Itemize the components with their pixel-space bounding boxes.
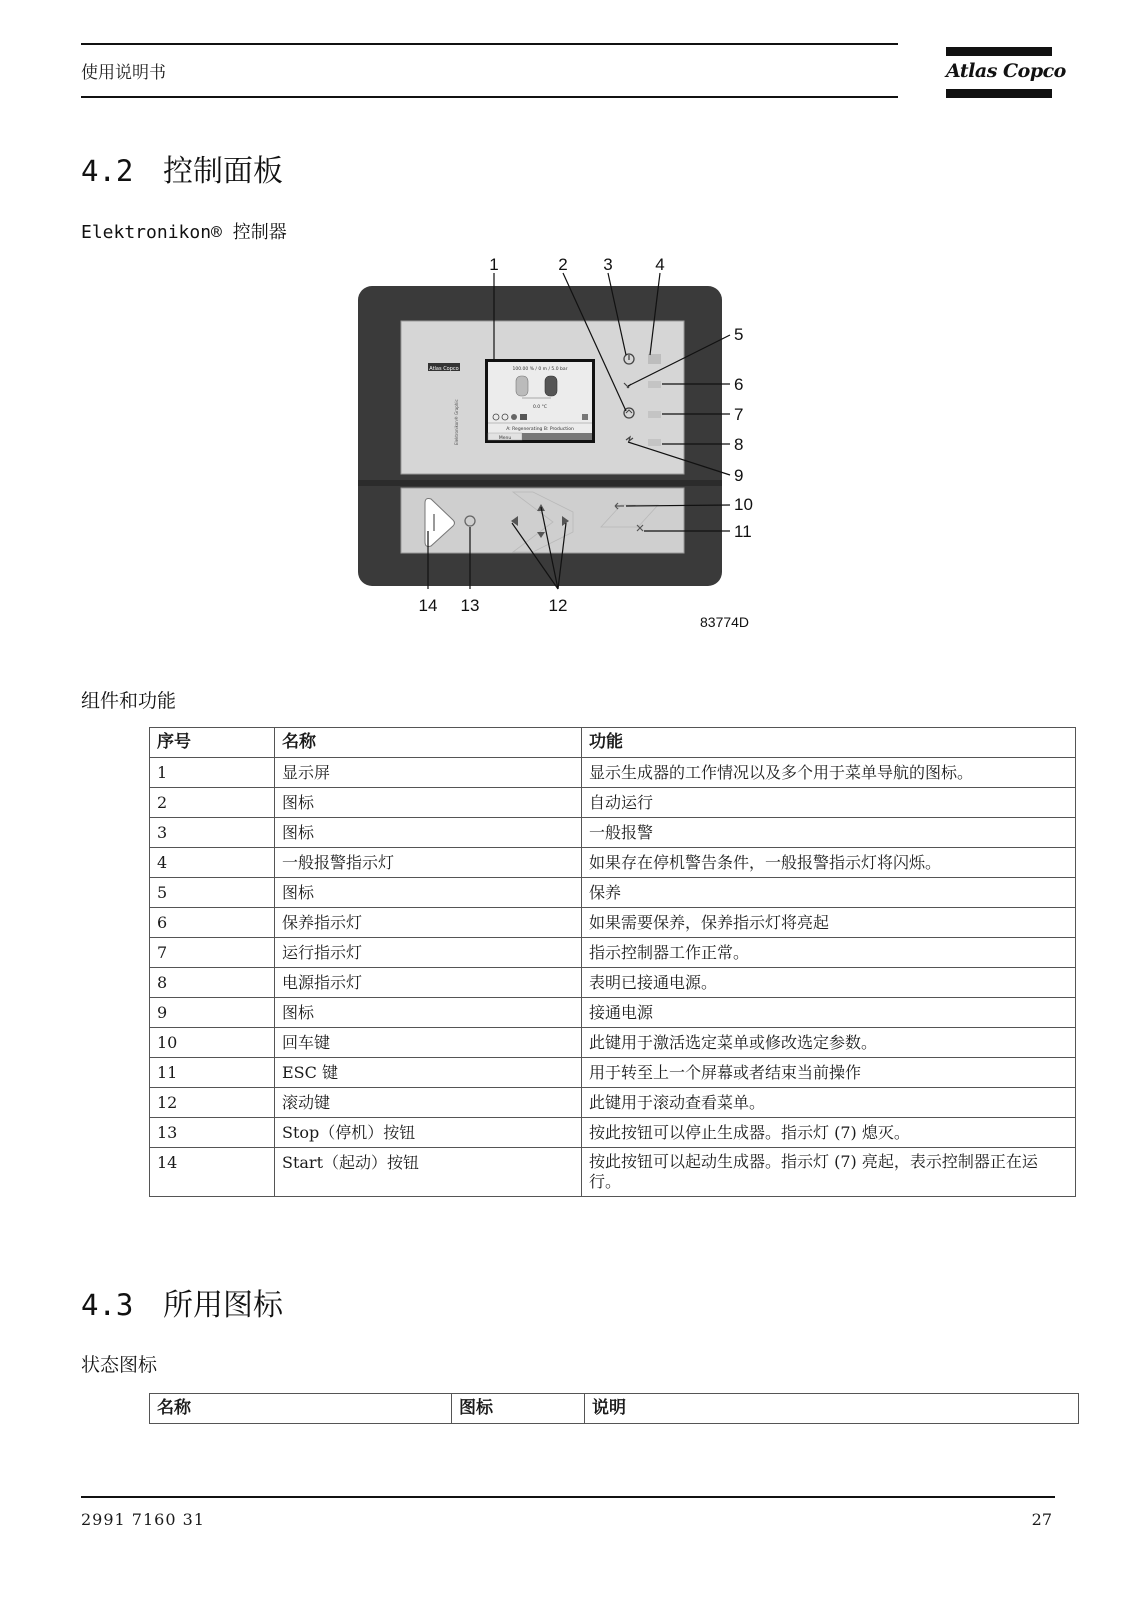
row-name-cell: 显示屏 bbox=[275, 758, 582, 788]
status-icons-table bbox=[149, 1393, 1079, 1424]
row-number-cell: 2 bbox=[150, 788, 275, 818]
section-heading-4-2 bbox=[81, 146, 283, 190]
components-heading: 组件和功能 bbox=[81, 690, 177, 712]
row-function-cell: 此键用于激活选定菜单或修改选定参数。 bbox=[582, 1028, 1076, 1058]
screen-status-text: A: Regenerating B: Production bbox=[506, 427, 574, 432]
row-name-cell: 图标 bbox=[275, 788, 582, 818]
row-function-cell: 用于转至上一个屏幕或者结束当前操作 bbox=[582, 1058, 1076, 1088]
row-number-cell: 6 bbox=[150, 908, 275, 938]
section-title: 控制面板 bbox=[163, 154, 283, 189]
header-cell: 功能 bbox=[582, 728, 1076, 758]
page-number: 27 bbox=[1031, 1510, 1052, 1529]
row-name-cell: 一般报警指示灯 bbox=[275, 848, 582, 878]
figure-code: 83774D bbox=[700, 614, 750, 630]
table-row bbox=[150, 908, 1076, 938]
row-name-cell: 图标 bbox=[275, 998, 582, 1028]
row-function-cell: 指示控制器工作正常。 bbox=[582, 938, 1076, 968]
table-row bbox=[150, 1058, 1076, 1088]
row-number-cell: 9 bbox=[150, 998, 275, 1028]
row-name-cell: Start（起动）按钮 bbox=[275, 1148, 582, 1197]
header-top-rule bbox=[81, 43, 898, 45]
row-number-cell: 7 bbox=[150, 938, 275, 968]
row-name-cell: 图标 bbox=[275, 878, 582, 908]
callout-2: 2 bbox=[558, 255, 568, 274]
table-row bbox=[150, 848, 1076, 878]
screen-temp-text: 0.0 °C bbox=[533, 405, 547, 410]
row-name-cell: 电源指示灯 bbox=[275, 968, 582, 998]
row-number-cell: 13 bbox=[150, 1118, 275, 1148]
run-led bbox=[648, 411, 661, 418]
row-number-cell: 1 bbox=[150, 758, 275, 788]
row-number-cell: 5 bbox=[150, 878, 275, 908]
logo-text: Atlas Copco bbox=[946, 60, 1066, 82]
callout-1: 1 bbox=[489, 255, 499, 274]
callout-3: 3 bbox=[603, 255, 613, 274]
table-row bbox=[150, 1118, 1076, 1148]
row-function-cell: 接通电源 bbox=[582, 998, 1076, 1028]
footer-rule bbox=[81, 1496, 1055, 1498]
controller-figure bbox=[358, 255, 778, 645]
table-row bbox=[150, 1088, 1076, 1118]
screen-menu-text: Menu bbox=[498, 436, 512, 441]
screen-top-text: 100.00 % / 0 m / 5.0 bar bbox=[512, 367, 568, 372]
header-cell: 序号 bbox=[150, 728, 275, 758]
table-row bbox=[150, 1148, 1076, 1197]
controller-panel-illustration bbox=[358, 255, 778, 645]
row-function-cell: 表明已接通电源。 bbox=[582, 968, 1076, 998]
row-function-cell: 如果存在停机警告条件，一般报警指示灯将闪烁。 bbox=[582, 848, 1076, 878]
row-number-cell: 4 bbox=[150, 848, 275, 878]
callout-9: 9 bbox=[734, 466, 744, 485]
section-heading-4-3 bbox=[81, 1280, 283, 1324]
table-row bbox=[150, 758, 1076, 788]
table-row bbox=[150, 788, 1076, 818]
row-function-cell: 显示生成器的工作情况以及多个用于菜单导航的图标。 bbox=[582, 758, 1076, 788]
header-title: 使用说明书 bbox=[81, 63, 166, 83]
row-number-cell: 11 bbox=[150, 1058, 275, 1088]
callout-12: 12 bbox=[548, 596, 568, 615]
row-number-cell: 3 bbox=[150, 818, 275, 848]
header-cell: 名称 bbox=[150, 1394, 452, 1424]
atlas-copco-logo bbox=[946, 47, 1066, 101]
row-name-cell: 滚动键 bbox=[275, 1088, 582, 1118]
panel-logo-text: Atlas Copco bbox=[429, 366, 459, 372]
row-name-cell: 运行指示灯 bbox=[275, 938, 582, 968]
header-bottom-rule bbox=[81, 96, 898, 98]
callout-8: 8 bbox=[734, 435, 744, 454]
table-row bbox=[150, 1028, 1076, 1058]
components-table bbox=[149, 727, 1076, 1197]
service-led bbox=[648, 381, 661, 388]
row-number-cell: 12 bbox=[150, 1088, 275, 1118]
callout-4: 4 bbox=[655, 255, 665, 274]
controller-subtitle: Elektronikon® 控制器 bbox=[81, 222, 287, 243]
row-name-cell: 保养指示灯 bbox=[275, 908, 582, 938]
header-cell: 名称 bbox=[275, 728, 582, 758]
components-table-body bbox=[150, 758, 1076, 1197]
row-number-cell: 14 bbox=[150, 1148, 275, 1197]
table-row bbox=[150, 818, 1076, 848]
table-row bbox=[150, 968, 1076, 998]
callout-10: 10 bbox=[734, 495, 753, 514]
callout-6: 6 bbox=[734, 375, 744, 394]
row-function-cell: 保养 bbox=[582, 878, 1076, 908]
row-function-cell: 按此按钮可以起动生成器。指示灯 (7) 亮起，表示控制器正在运行。 bbox=[582, 1148, 1076, 1197]
row-name-cell: 图标 bbox=[275, 818, 582, 848]
row-function-cell: 按此按钮可以停止生成器。指示灯 (7) 熄灭。 bbox=[582, 1118, 1076, 1148]
table-row bbox=[150, 938, 1076, 968]
panel-side-text: Elektronikon® Graphic bbox=[454, 399, 459, 445]
alarm-led bbox=[648, 354, 661, 364]
section-title: 所用图标 bbox=[163, 1288, 283, 1323]
header-cell: 说明 bbox=[585, 1394, 1079, 1424]
row-function-cell: 自动运行 bbox=[582, 788, 1076, 818]
callout-5: 5 bbox=[734, 325, 744, 344]
callout-13: 13 bbox=[460, 596, 480, 615]
header-cell: 图标 bbox=[452, 1394, 585, 1424]
power-led bbox=[648, 439, 661, 446]
document-number: 2991 7160 31 bbox=[81, 1510, 205, 1529]
row-function-cell: 如果需要保养，保养指示灯将亮起 bbox=[582, 908, 1076, 938]
table-header-row bbox=[150, 1394, 1079, 1424]
status-icons-heading: 状态图标 bbox=[81, 1354, 158, 1376]
callout-11: 11 bbox=[734, 522, 752, 541]
row-name-cell: 回车键 bbox=[275, 1028, 582, 1058]
callout-7: 7 bbox=[734, 405, 744, 424]
table-row bbox=[150, 878, 1076, 908]
table-row bbox=[150, 998, 1076, 1028]
row-name-cell: ESC 键 bbox=[275, 1058, 582, 1088]
row-name-cell: Stop（停机）按钮 bbox=[275, 1118, 582, 1148]
row-number-cell: 10 bbox=[150, 1028, 275, 1058]
row-number-cell: 8 bbox=[150, 968, 275, 998]
table-header-row bbox=[150, 728, 1076, 758]
row-function-cell: 此键用于滚动查看菜单。 bbox=[582, 1088, 1076, 1118]
section-number: 4.2 bbox=[81, 154, 134, 188]
section-number: 4.3 bbox=[81, 1288, 134, 1322]
row-function-cell: 一般报警 bbox=[582, 818, 1076, 848]
callout-14: 14 bbox=[418, 596, 438, 615]
